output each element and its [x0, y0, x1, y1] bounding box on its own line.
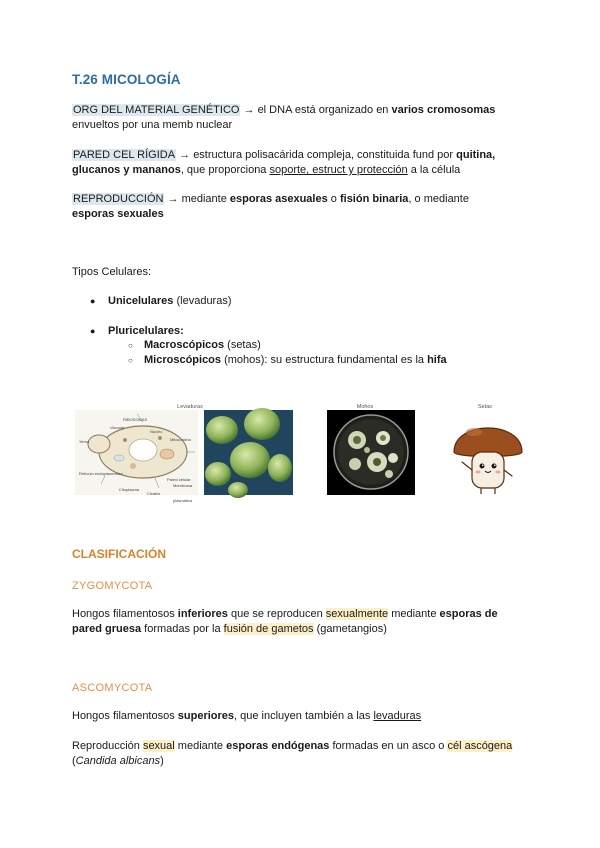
- pared-mid: , que proporciona: [180, 164, 270, 176]
- asco-underlined: levaduras: [373, 710, 422, 722]
- pared-label: PARED CEL RÍGIDA: [73, 149, 176, 161]
- zygomycota-paragraph: [72, 607, 532, 637]
- diagram-label: Mitocondria: [170, 437, 191, 442]
- zygo-bold: esporas de: [439, 608, 498, 620]
- org-paragraph: [72, 103, 532, 133]
- org-label: ORG DEL MATERIAL GENÉTICO: [73, 104, 240, 116]
- diagram-label: Cicatriz: [147, 491, 161, 496]
- asco-bold: superiores: [177, 710, 235, 722]
- mohos-caption: Mohos: [356, 404, 374, 410]
- asco-text: mediante: [174, 740, 227, 752]
- repro-bold2: fisión binaria: [339, 193, 409, 205]
- setas-caption: Setas: [477, 404, 493, 410]
- asco-text: , que incluyen también a las: [234, 710, 374, 722]
- org-bold: varios cromosomas: [391, 104, 496, 116]
- pared-end: a la célula: [407, 164, 461, 176]
- diagram-label: Membrana plasmática: [173, 483, 193, 503]
- org-text: → el DNA está organizado en: [240, 104, 392, 116]
- pluri-bold: Pluricelulares:: [108, 325, 184, 337]
- zygo-text: formadas por la: [141, 623, 224, 635]
- uni-bold: Unicelulares: [108, 295, 174, 307]
- bullet-icon: ●: [90, 326, 96, 336]
- zygo-highlight: sexualmente: [325, 608, 389, 620]
- macro-bold: Macroscópicos: [144, 339, 225, 351]
- zygo-text: que se reproducen: [227, 608, 326, 620]
- diagram-label: Citoplasma: [119, 487, 140, 492]
- asco-highlight: sexual: [142, 740, 175, 752]
- diagram-label: Pared celular: [167, 477, 191, 482]
- circle-bullet-icon: ○: [128, 356, 133, 365]
- diagram-label: Núcleo: [150, 429, 163, 434]
- mold-petri-image: [327, 410, 415, 495]
- asco-text: Hongos filamentosos: [72, 710, 178, 722]
- asco-bold: esporas endógenas: [226, 740, 330, 752]
- repro-bold1: esporas asexuales: [229, 193, 328, 205]
- micro-bold: Microscópicos: [144, 354, 222, 366]
- uni-rest: (levaduras): [173, 295, 232, 307]
- repro-text: → mediante: [164, 193, 230, 205]
- pared-underlined: soporte, estruct y protección: [269, 164, 408, 176]
- ascomycota-heading: ASCOMYCOTA: [72, 682, 153, 694]
- macro-rest: (setas): [224, 339, 261, 351]
- asco-text: ): [160, 755, 164, 767]
- yeast-diagram-image: [75, 410, 198, 503]
- pared-bold2: glucanos y mananos: [72, 164, 181, 176]
- diagram-label: Retículo endoplasmático: [79, 471, 123, 476]
- pared-paragraph: [72, 148, 532, 178]
- micro-rest: (mohos): su estructura fundamental es la: [221, 354, 428, 366]
- clasificacion-heading: CLASIFICACIÓN: [72, 547, 166, 561]
- repro-o: o: [327, 193, 340, 205]
- circle-bullet-icon: ○: [128, 341, 133, 350]
- org-line2: envueltos por una memb nuclear: [72, 119, 233, 131]
- yeast-micrograph-image: [204, 410, 293, 495]
- repro-bold3: esporas sexuales: [72, 208, 164, 220]
- yeast-micrograph-icon: [204, 410, 293, 495]
- micro-end: hifa: [427, 354, 447, 366]
- zygo-text: mediante: [388, 608, 440, 620]
- asco-italic: Candida albicans: [75, 755, 161, 767]
- zygo-bold: pared gruesa: [72, 623, 142, 635]
- levaduras-caption: Levaduras: [177, 404, 203, 410]
- zygo-text: (gametangios): [313, 623, 387, 635]
- diagram-label: Yema: [79, 439, 90, 444]
- mushroom-icon: [448, 408, 528, 498]
- pared-bold1: quitina,: [456, 149, 496, 161]
- bullet-icon: ●: [90, 296, 96, 306]
- repro-label: REPRODUCCIÓN: [73, 193, 164, 205]
- ascomycota-paragraph-1: [72, 709, 532, 724]
- diagram-label: RIBOSOMAS: [123, 417, 148, 422]
- asco-highlight: cél ascógena: [447, 740, 513, 752]
- repro-paragraph: [72, 192, 532, 222]
- pared-text: → estructura polisacárida compleja, constituida fund por: [176, 149, 457, 161]
- tipos-heading: Tipos Celulares:: [72, 266, 152, 278]
- asco-text: formadas en un asco o: [329, 740, 448, 752]
- zygo-highlight: fusión de gametos: [223, 623, 314, 635]
- zygo-text: Hongos filamentosos: [72, 608, 178, 620]
- zygo-bold: inferiores: [177, 608, 228, 620]
- page-title: T.26 MICOLOGÍA: [72, 72, 181, 87]
- zygomycota-heading: ZYGOMYCOTA: [72, 580, 153, 592]
- petri-dish-icon: [327, 410, 415, 495]
- asco-text: Reproducción: [72, 740, 143, 752]
- diagram-label: Vacuola: [110, 425, 125, 430]
- mushroom-cartoon-image: [448, 408, 528, 498]
- repro-mid: , o mediante: [408, 193, 469, 205]
- ascomycota-paragraph-2: [72, 739, 532, 769]
- asco-text: (: [72, 755, 76, 767]
